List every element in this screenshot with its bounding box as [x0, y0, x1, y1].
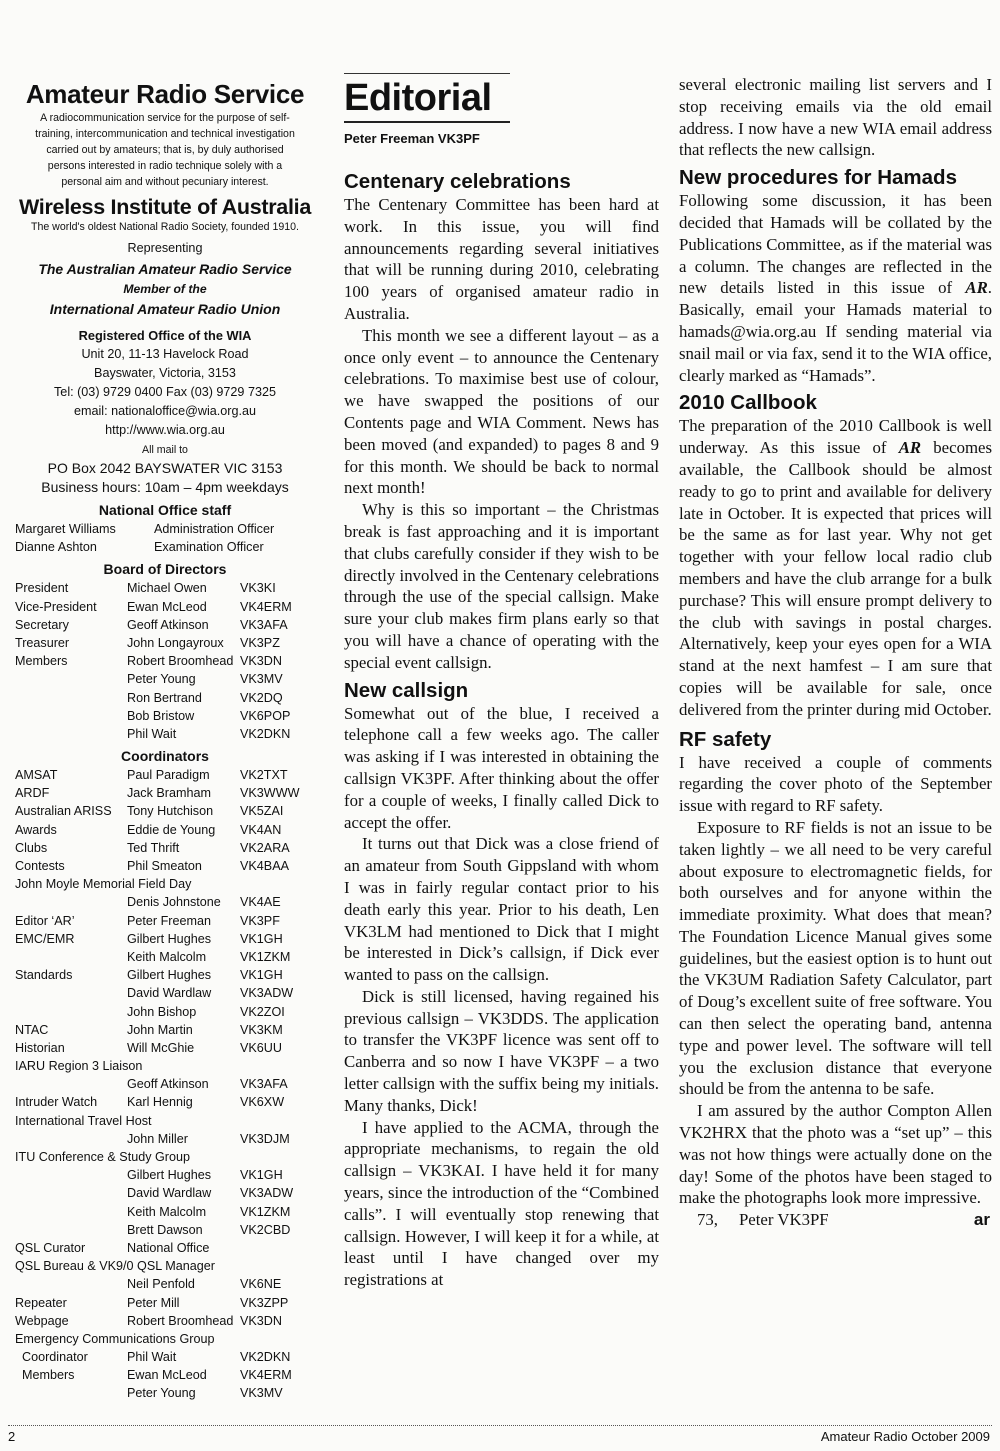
directory-row: Historian Will McGhie VK6UU — [15, 1040, 282, 1055]
directory-row: IARU Region 3 Liaison — [15, 1059, 143, 1074]
ars-title: Amateur Radio Service — [25, 79, 305, 109]
directory-row: International Travel Host — [15, 1113, 152, 1128]
paragraph: Somewhat out of the blue, I received a telephone call a few weeks ago. The caller was asking if I was interested in obtaining the callsign VK3PF. After thinking about the offer for a couple of weeks, I finally called Dick to accept the offer. — [344, 703, 659, 832]
heading-new-callsign: New callsign — [344, 678, 469, 702]
paragraph: I am assured by the author Compton Allen VK2HRX that the photo was a “set up” – this was not how things were actually done on the day! Some of the photos have been staged to make the photographs look more impressive. — [679, 1101, 992, 1208]
heading-centenary: Centenary celebrations — [344, 170, 571, 193]
signoff: 73, Peter VK3PF ar — [697, 1210, 990, 1230]
paragraph: Dick is still licensed, having regained his previous callsign – VK3DDS. The application to transfer the VK3PF licence was sent off to Canberra and so now I have VK3PF – a two letter callsign with the suffix being my initials. Many thanks, Dick! — [344, 986, 659, 1115]
staff-list — [8, 520, 322, 556]
directory-row: Peter Young VK3MV — [127, 1386, 283, 1401]
paragraph: The Centenary Committee has been hard at work. In this issue, you will find announcements regarding several initiatives that will be running during 2010, celebrating 100 years of organised amateur radio in Australia. — [344, 195, 659, 323]
coordinators-list — [8, 766, 322, 1403]
staff-row: Margaret Williams Administration Officer — [15, 522, 275, 536]
directory-row: John Miller VK3DJM — [127, 1131, 290, 1146]
directory-row: Treasurer John Longayroux VK3PZ — [15, 635, 280, 650]
address-line-1: Unit 20, 11-13 Havelock Road — [81, 347, 249, 361]
title-rule-bottom — [344, 121, 510, 123]
paragraph: Following some discussion, it has been decided that Hamads will be collated by the Publications Committee, as if the material was a column. The changes are reflected in the new details listed in this issue of AR. Basically, email your Hamads material to hamads@wia.org.au If sending material via snail mail or via fax, send it to the WIA office, clearly marked as “Hamads”. — [679, 191, 992, 385]
directory-row: Geoff Atkinson VK3AFA — [127, 1077, 288, 1092]
website-url: http://www.wia.org.au — [105, 423, 225, 437]
iaru-name: International Amateur Radio Union — [49, 301, 281, 317]
editorial-title: Editorial — [344, 77, 492, 119]
directory-row: Ron Bertrand VK2DQ — [127, 690, 283, 705]
directory-row: Awards Eddie de Young VK4AN — [15, 822, 282, 837]
paragraph: The preparation of the 2010 Callbook is well underway. As this issue of AR becomes available, the Callbook should be almost ready to go to print and available for delivery late in October. It is expected that prices will be the same as for last year. Why not get together with your fellow local radio club members and have the club arrange for a bulk purchase? This will ensure prompt delivery to the club with savings in postal charges. Alternatively, keep your eyes open for a WIA stand at the next hamfest – I am sure that copies will be available for sale, once delivered from the printer during mid October. — [679, 416, 993, 719]
directory-row: Secretary Geoff Atkinson VK3AFA — [15, 617, 288, 632]
directory-row: Australian ARISS Tony Hutchison VK5ZAI — [15, 804, 284, 819]
board-list — [8, 579, 322, 743]
directory-row: Members Robert Broomhead VK3DN — [15, 654, 282, 669]
directory-row: ARDF Jack Bramham VK3WWW — [15, 786, 300, 801]
directory-row: Keith Malcolm VK1ZKM — [127, 1204, 291, 1219]
directory-row: David Wardlaw VK3ADW — [127, 1186, 294, 1201]
business-hours: Business hours: 10am – 4pm weekdays — [41, 479, 289, 495]
directory-row: Keith Malcolm VK1ZKM — [127, 949, 291, 964]
directory-row: ITU Conference & Study Group — [15, 1150, 190, 1164]
directory-row: Bob Bristow VK6POP — [127, 708, 291, 723]
directory-row: Neil Penfold VK6NE — [127, 1277, 282, 1292]
directory-row: AMSAT Paul Paradigm VK2TXT — [15, 768, 288, 783]
directory-row: Gilbert Hughes VK1GH — [127, 1168, 283, 1183]
directory-row: Phil Wait VK2DKN — [127, 726, 291, 741]
paragraph: This month we see a different layout – as a once only event – to announce the Centenary celebrations. To maximise best use of colour, we have swapped the positions of our Contents page and WIA Comment. News has been moved (and expanded) to pages 8 and 9 for this month. We should be back to normal next month! — [344, 325, 659, 498]
board-heading: Board of Directors — [103, 561, 227, 578]
registered-office-heading: Registered Office of the WIA — [78, 328, 252, 343]
directory-row: Intruder Watch Karl Hennig VK6XW — [15, 1095, 285, 1110]
page-number: 2 — [8, 1429, 16, 1444]
title-rule-top — [344, 73, 510, 74]
directory-row: Brett Dawson VK2CBD — [127, 1222, 291, 1237]
staff-heading: National Office staff — [98, 502, 232, 518]
coordinators-heading: Coordinators — [121, 748, 209, 765]
member-of-label: Member of the — [123, 282, 207, 296]
email-address: email: nationaloffice@wia.org.au — [74, 404, 256, 418]
phone-fax: Tel: (03) 9729 0400 Fax (03) 9729 7325 — [54, 385, 276, 399]
directory-row: Repeater Peter Mill VK3ZPP — [15, 1295, 289, 1310]
service-name: The Australian Amateur Radio Service — [38, 261, 292, 277]
directory-row: NTAC John Martin VK3KM — [15, 1022, 283, 1037]
staff-row: Dianne Ashton Examination Officer — [15, 540, 264, 555]
ars-description: A radiocommunication service for the purpose of self- training, intercommunication and technical investigation carried out by amateurs; that is, by duly authorised persons interested in radio technique solely with a personal aim and without pecuniary interest. — [35, 112, 295, 188]
directory-row: Emergency Communications Group — [15, 1331, 215, 1346]
footer-rule — [8, 1425, 992, 1426]
wia-subtitle: The world's oldest National Radio Society, founded 1910. — [30, 221, 299, 233]
directory-row: Denis Johnstone VK4AE — [127, 895, 281, 910]
directory-row: Editor ‘AR’ Peter Freeman VK3PF — [15, 913, 280, 928]
paragraph: several electronic mailing list servers and I stop receiving emails via the old email address. I now have a new WIA email address that reflects the new callsign. — [679, 75, 992, 160]
directory-row: Vice-President Ewan McLeod VK4ERM — [15, 599, 292, 614]
directory-row: John Bishop VK2ZOI — [127, 1004, 285, 1019]
directory-row: President Michael Owen VK3KI — [15, 581, 276, 596]
heading-callbook: 2010 Callbook — [679, 391, 817, 415]
paragraph: It turns out that Dick was a close friend of an amateur from South Gippsland with whom I was in fairly regular contact prior to his death early this year. Prior to his death, Len VK3LM had mentioned to Dick that I might be interested in Dick’s callsign, if Dick ever wanted to pass on the callsign. — [344, 834, 659, 985]
paragraph: I have received a couple of comments regarding the cover photo of the September issue with regard to RF safety. — [679, 752, 992, 816]
address-line-2: Bayswater, Victoria, 3153 — [94, 366, 236, 380]
representing-label: Representing — [127, 241, 203, 255]
directory-row: Peter Young VK3MV — [127, 672, 283, 687]
directory-row: QSL Curator National Office — [15, 1240, 210, 1255]
directory-row: Webpage Robert Broomhead VK3DN — [15, 1313, 282, 1328]
paragraph: Why is this so important – the Christmas break is fast approaching and it is important that clubs carefully consider if they wish to be directly involved in the Centenary celebrations through the use of the special callsign. Make sure your club makes firm plans early so that you will have a chance of operating with the special event callsign. — [344, 500, 659, 672]
masthead-column — [8, 78, 322, 1403]
directory-row: QSL Bureau & VK9/0 QSL Manager — [15, 1259, 215, 1274]
issue-footer: Amateur Radio October 2009 — [820, 1429, 990, 1444]
heading-rf-safety: RF safety — [679, 727, 772, 751]
right-text-column — [679, 74, 992, 1231]
all-mail-label: All mail to — [142, 444, 188, 456]
directory-row: David Wardlaw VK3ADW — [127, 986, 294, 1001]
directory-row: Contests Phil Smeaton VK4BAA — [15, 859, 290, 873]
paragraph: Exposure to RF fields is not an issue to be taken lightly – we all need to be very careful about exposure to electromagnetic fields, for both ourselves and for anyone within the immediate proximity. What does that mean? The Foundation Licence Manual gives some guidelines, but the easiest option is to hunt out the VK3UM Radiation Safety Calculator, part of Doug’s excellent suite of free software. You can then select the operating band, antenna type and power level. The software will tell you the exclusion distance that everyone should be from the antenna to be safe. — [679, 817, 992, 1099]
directory-row: Coordinator Phil Wait VK2DKN — [15, 1350, 291, 1365]
directory-row: Clubs Ted Thrift VK2ARA — [15, 840, 290, 855]
heading-hamads: New procedures for Hamads — [679, 166, 957, 190]
directory-row: John Moyle Memorial Field Day — [15, 877, 192, 892]
directory-row: Members Ewan McLeod VK4ERM — [15, 1368, 292, 1383]
center-text-column — [344, 169, 659, 1291]
directory-row: Standards Gilbert Hughes VK1GH — [15, 968, 283, 983]
wia-title: Wireless Institute of Australia — [19, 195, 311, 219]
end-mark: ar — [973, 1210, 990, 1230]
po-box: PO Box 2042 BAYSWATER VIC 3153 — [47, 460, 283, 476]
directory-row: EMC/EMR Gilbert Hughes VK1GH — [15, 931, 283, 946]
paragraph: I have applied to the ACMA, through the appropriate mechanisms, to regain the old callsign – VK3KAI. I have held it for many years, since the introduction of the “Combined calls”. I will eventually stop renewing that callsign. However, I will keep it for a while, at least until I have changed over my registrations at — [344, 1117, 659, 1290]
byline: Peter Freeman VK3PF — [344, 131, 480, 146]
